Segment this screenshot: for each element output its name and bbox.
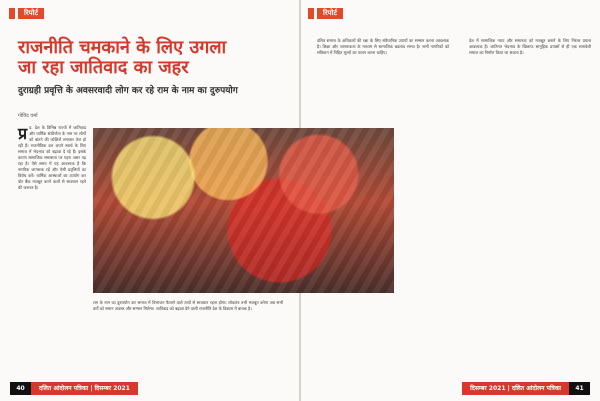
page-number-left: 40 bbox=[10, 382, 31, 395]
body-column-2 bbox=[93, 300, 283, 312]
right-footer bbox=[462, 382, 590, 395]
section-label: रिपोर्ट bbox=[18, 8, 44, 19]
footer-label-left: दलित आंदोलन पत्रिका | दिसम्बर 2021 bbox=[31, 382, 138, 395]
body-text-3: दलित समाज के अधिकारों की रक्षा के लिए संवैधानिक उपायों का सम्मान करना आवश्यक है। शिक्षा और जागरूकता के माध्यम से सामाजिक बदलाव संभव है। सभी नागरिकों को संविधान में निहित मूल्यों का पालन करना चाहिए। bbox=[317, 38, 449, 55]
body-text-2: राम के नाम का दुरुपयोग कर समाज में विभाजन फैलाने वाले तत्वों से सावधान रहना होगा। लोकतंत्र तभी मजबूत बनेगा जब सभी वर्गों को समान अवसर और सम्मान मिलेगा। जातिवाद को बढ़ावा देने वाली राजनीति देश के विकास में बाधक है। bbox=[93, 300, 283, 311]
byline: गोविंद वर्मा bbox=[18, 113, 38, 119]
drop-cap: प्र bbox=[18, 124, 28, 143]
subheadline: दुराग्रही प्रवृत्ति के अवसरवादी लोग कर रहे राम के नाम का दुरुपयोग bbox=[18, 86, 238, 96]
headline bbox=[18, 38, 298, 78]
photo-image bbox=[93, 128, 394, 293]
headline-line-2: जा रहा जातिवाद का जहर bbox=[18, 57, 189, 78]
footer-label-right: दिसम्बर 2021 | दलित आंदोलन पत्रिका bbox=[462, 382, 569, 395]
body-text-1: प्र. देश के विभिन्न राज्यों में जातिवाद और धार्मिक संकीर्णता के नाम पर लोगों को बांटने की कोशिशें लगातार तेज हो रही हैं। राजनीतिक दल अपने स्वार्थ के लिए समाज में भेदभाव को बढ़ावा दे रहे हैं। इसके कारण सामाजिक समरसता पर गहरा असर पड़ रहा है। ऐसे समय में यह आवश्यक है कि नागरिक जागरूक रहें और ऐसी प्रवृत्तियों का विरोध करें। धार्मिक आस्थाओं का उपयोग कर वोट बैंक मजबूत करने वालों से सावधान रहने की जरूरत है। bbox=[18, 125, 86, 190]
body-column-1 bbox=[18, 125, 86, 191]
body-column-3 bbox=[317, 38, 449, 56]
celebration-photo bbox=[93, 128, 394, 293]
page-number-right: 41 bbox=[569, 382, 590, 395]
section-label-right: रिपोर्ट bbox=[317, 8, 343, 19]
left-footer bbox=[10, 382, 138, 395]
headline-line-1: राजनीति चमकाने के लिए उगला bbox=[18, 37, 227, 58]
body-text-4: देश में सामाजिक न्याय और समानता को मजबूत बनाने के लिए निरंतर प्रयास आवश्यक हैं। जातिगत भेदभाव के खिलाफ सामूहिक प्रयासों से ही एक समावेशी समाज का निर्माण किया जा सकता है। bbox=[469, 38, 591, 55]
body-column-4 bbox=[469, 38, 591, 56]
